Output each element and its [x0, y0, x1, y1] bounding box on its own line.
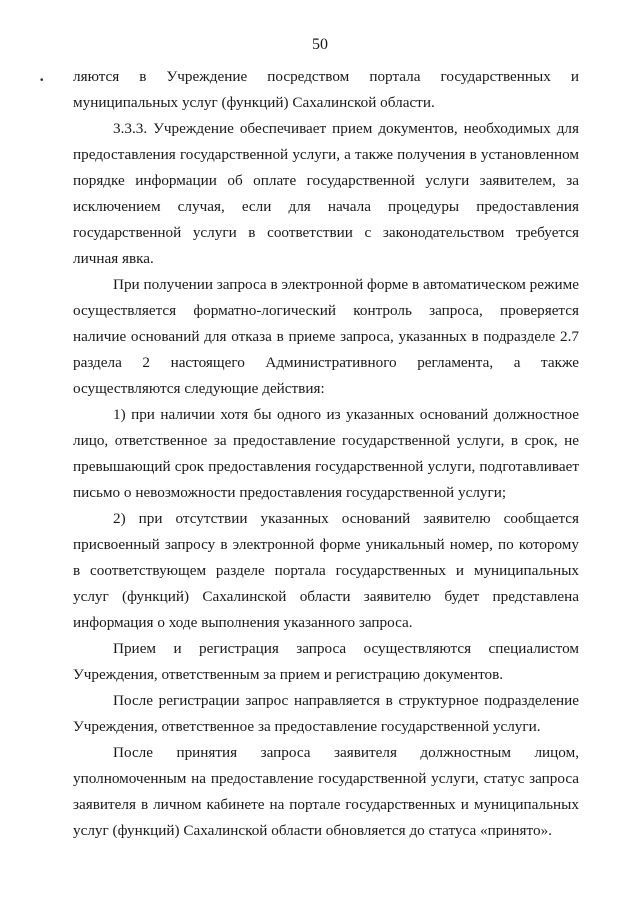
body-text	[73, 64, 579, 844]
paragraph-4: 1) при наличии хотя бы одного из указанных оснований должностное лицо, ответственное за предоставление государственной услуги, в срок, не превышающий срок предоставления государственной услуги, подготавливает письмо о невозможности предоставления государственной услуги;	[73, 406, 579, 501]
paragraph-2: 3.3.3. Учреждение обеспечивает прием документов, необходимых для предоставления государственной услуги, а также получения в установленном порядке информации об оплате государственной услуги заявителем, за исключением случая, если для начала процедуры предоставления государственной услуги в соответствии с законодательством требуется личная явка.	[73, 120, 579, 267]
paragraph-6: Прием и регистрация запроса осуществляются специалистом Учреждения, ответственным за прием и регистрацию документов.	[73, 640, 579, 683]
paragraph-8: После принятия запроса заявителя должностным лицом, уполномоченным на предоставление государственной услуги, статус запроса заявителя в личном кабинете на портале государственных и муниципальных услуг (функций) Сахалинской области обновляется до статуса «принято».	[73, 744, 579, 839]
paragraph-3: При получении запроса в электронной форме в автоматическом режиме осуществляется форматно-логический контроль запроса, проверяется наличие оснований для отказа в приеме запроса, указанных в подразделе 2.7 раздела 2 настоящего Административного регламента, а также осуществляются следующие действия:	[73, 276, 579, 397]
scan-speck: •	[40, 75, 44, 86]
paragraph-5: 2) при отсутствии указанных оснований заявителю сообщается присвоенный запросу в электронной форме уникальный номер, по которому в соответствующем разделе портала государственных и муниципальных услуг (функций) Сахалинской области заявителю будет представлена информация о ходе выполнения указанного запроса.	[73, 510, 579, 631]
paragraph-1: ляются в Учреждение посредством портала государственных и муниципальных услуг (функций) Сахалинской области.	[73, 68, 579, 111]
paragraph-7: После регистрации запрос направляется в структурное подразделение Учреждения, ответственное за предоставление государственной услуги.	[73, 692, 579, 735]
page-number: 50	[312, 36, 328, 53]
